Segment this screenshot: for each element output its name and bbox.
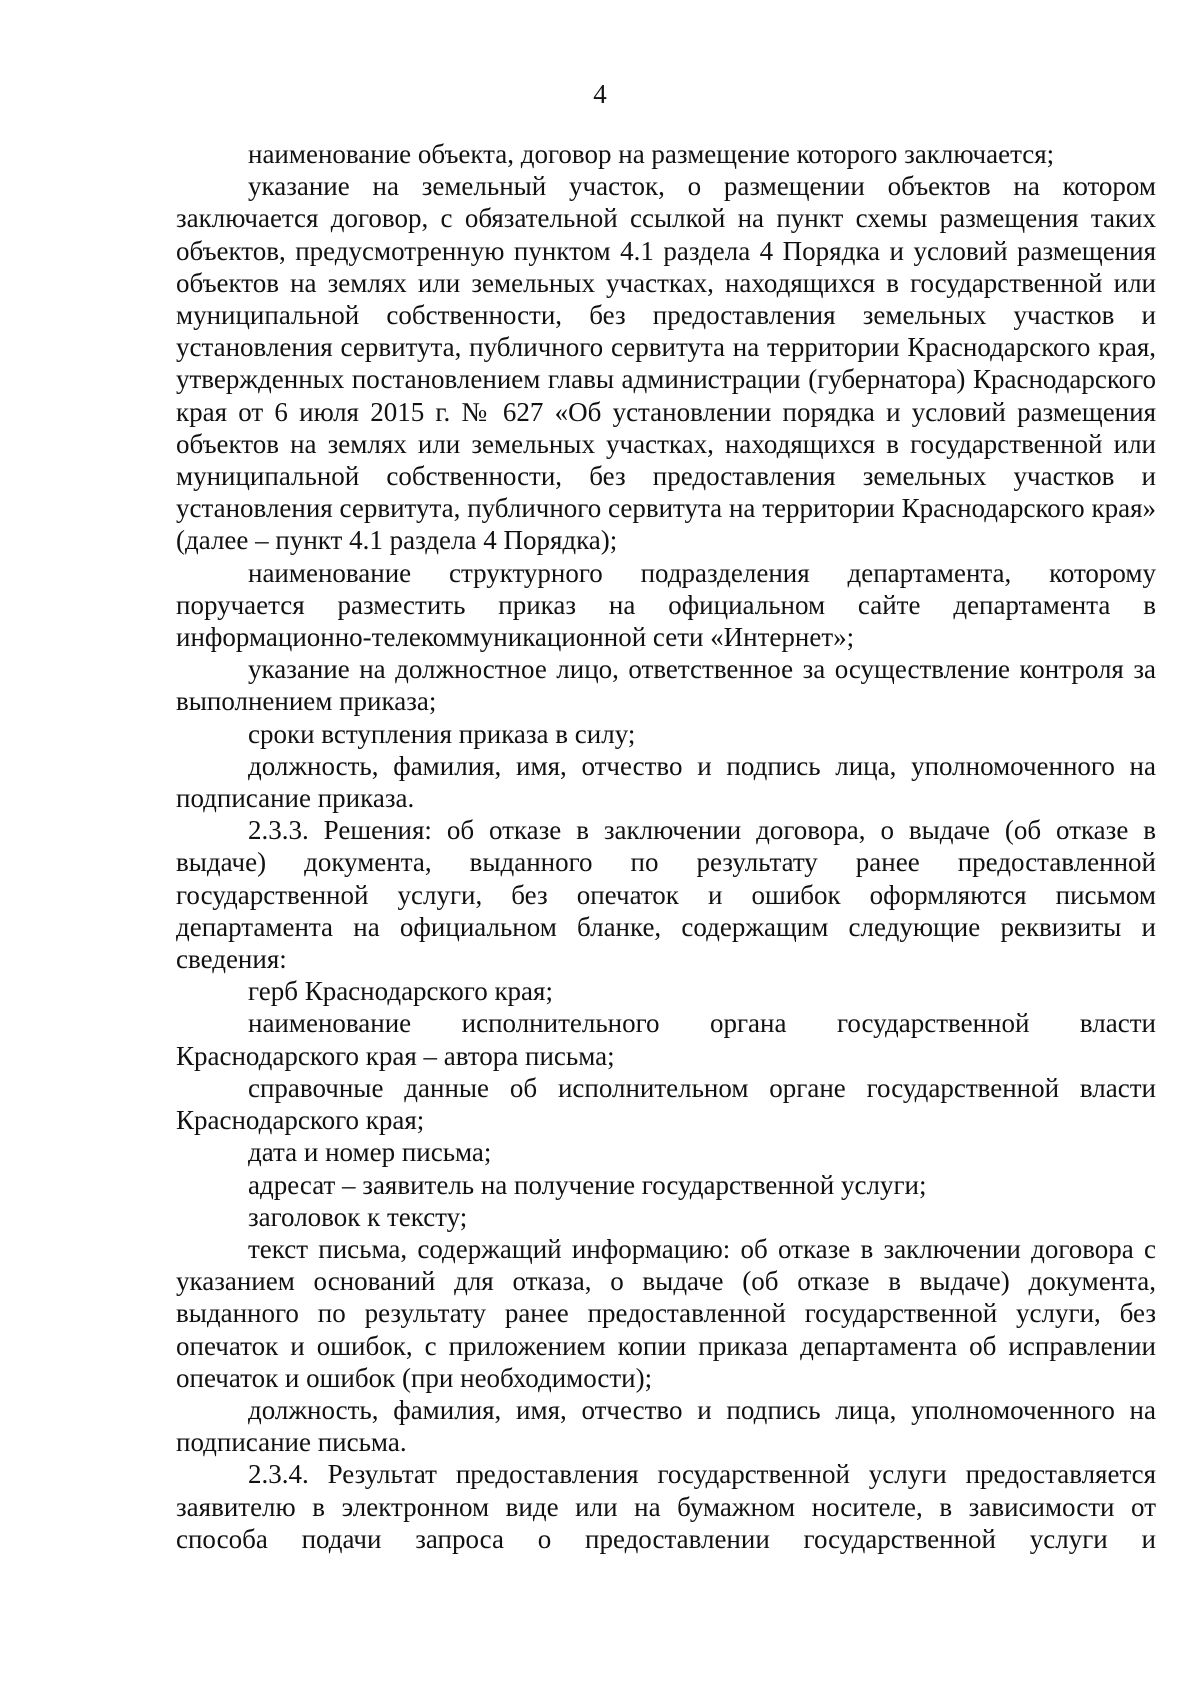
paragraph: герб Краснодарского края; xyxy=(248,976,553,1007)
paragraph: должность, фамилия, имя, отчество и подпись лица, уполномоченного на подписание письма. xyxy=(176,1394,1156,1458)
paragraph: дата и номер письма; xyxy=(248,1137,492,1168)
document-body xyxy=(176,138,1156,1555)
paragraph: должность, фамилия, имя, отчество и подпись лица, уполномоченного на подписание приказа. xyxy=(176,750,1156,814)
paragraph: заголовок к тексту; xyxy=(248,1201,468,1232)
paragraph: наименование объекта, договор на размещение которого заключается; xyxy=(248,139,1055,169)
paragraph: указание на земельный участок, о размещении объектов на котором заключается договор, с обязательной ссылкой на пункт схемы размещения таких объектов, предусмотренную пунктом 4.1 раздела 4 Порядка и условий размещения объектов на землях или земельных участках, находящихся в государственной или муниципальной собственности, без предоставления земельных участков и установления сервитута, публичного сервитута на территории Краснодарского края, утвержденных постановлением главы администрации (губернатора) Краснодарского края от 6 июля 2015 г. № 627 «Об установлении порядка и условий размещения объектов на землях или земельных участках, находящихся в государственной или муниципальной собственности, без предоставления земельных участков и установления сервитута, публичного сервитута на территории Краснодарского края» (далее – пункт 4.1 раздела 4 Порядка); xyxy=(176,171,1156,556)
paragraph: текст письма, содержащий информацию: об отказе в заключении договора с указанием оснований для отказа, о выдаче (об отказе в выдаче) документа, выданного по результату ранее предоставленной государственной услуги, без опечаток и ошибок, с приложением копии приказа департамента об исправлении опечаток и ошибок (при необходимости); xyxy=(176,1233,1156,1393)
paragraph: указание на должностное лицо, ответственное за осуществление контроля за выполнением приказа; xyxy=(176,654,1156,717)
paragraph: сроки вступления приказа в силу; xyxy=(248,718,636,749)
paragraph: 2.3.4. Результат предоставления государственной услуги предоставляется заявителю в электронном виде или на бумажном носителе, в зависимости от способа подачи запроса о предоставлении государственной услуги и xyxy=(176,1459,1156,1554)
paragraph: наименование структурного подразделения департамента, которому поручается разместить приказ на официальном сайте департамента в информационно-телекоммуникационной сети «Интернет»; xyxy=(176,557,1156,653)
paragraph: 2.3.3. Решения: об отказе в заключении договора, о выдаче (об отказе в выдаче) документа, выданного по результату ранее предоставленной государственной услуги, без опечаток и ошибок оформляются письмом департамента на официальном бланке, содержащим следующие реквизиты и сведения: xyxy=(176,815,1156,975)
page-number: 4 xyxy=(593,79,607,109)
paragraph: наименование исполнительного органа государственной власти Краснодарского края – автора письма; xyxy=(176,1008,1156,1071)
paragraph: справочные данные об исполнительном органе государственной власти Краснодарского края; xyxy=(176,1072,1156,1136)
paragraph: адресат – заявитель на получение государственной услуги; xyxy=(248,1169,927,1200)
